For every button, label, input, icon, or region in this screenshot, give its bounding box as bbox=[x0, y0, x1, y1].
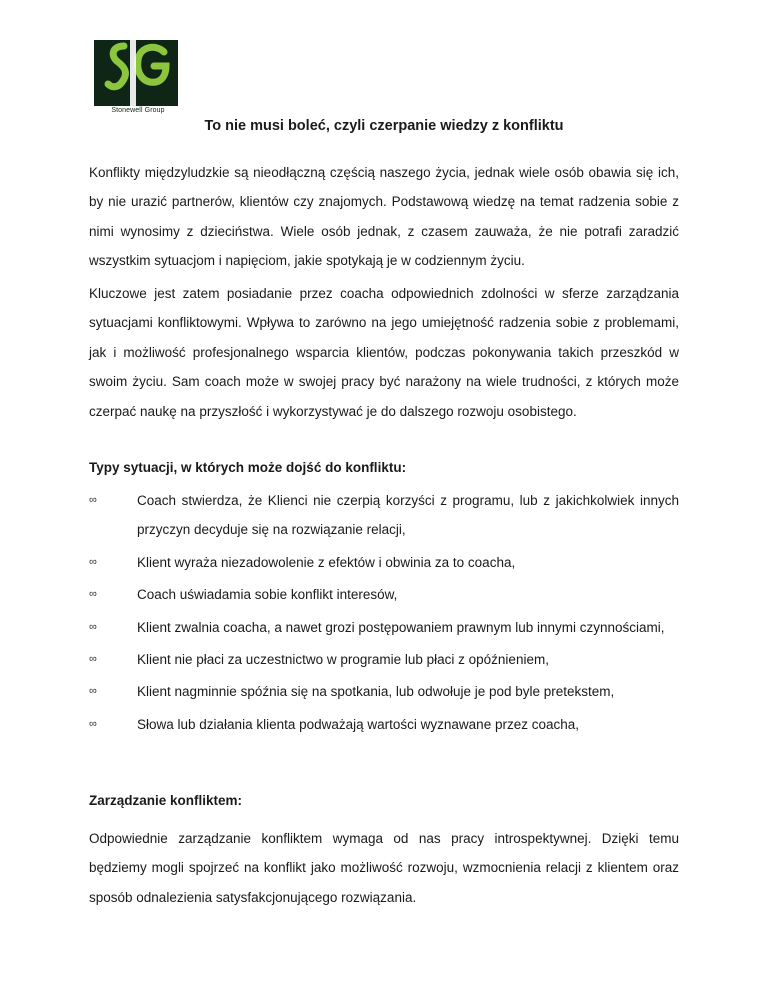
list-item: ∞ Klient wyraża niezadowolenie z efektów i obwinia za to coacha, bbox=[89, 548, 679, 577]
conflict-management-heading: Zarządzanie konfliktem: bbox=[89, 793, 243, 808]
list-item: ∞ Coach stwierdza, że Klienci nie czerpią korzyści z programu, lub z jakichkolwiek innych przyczyn decyduje się na rozwiązanie relacji, bbox=[89, 486, 679, 545]
infinity-bullet-icon: ∞ bbox=[89, 494, 97, 506]
logo-mark bbox=[94, 40, 178, 106]
logo-caption: Stonewell Group bbox=[111, 107, 165, 114]
list-item: ∞ Słowa lub działania klienta podważają wartości wyznawane przez coacha, bbox=[89, 710, 679, 739]
sg-letters-icon bbox=[94, 40, 178, 106]
list-item: ∞ Coach uświadamia sobie konflikt interesów, bbox=[89, 580, 679, 609]
coach-skills-paragraph: Kluczowe jest zatem posiadanie przez coacha odpowiednich zdolności w sferze zarządzania sytuacjami konfliktowymi. Wpływa to zarówno na jego umiejętność radzenia sobie z problemami, jak i możliwość profesjonalnego wsparcia klientów, podczas pokonywania takich przeszkód w swoim życiu. Sam coach może w swojej pracy być narażony na wiele trudności, z których może czerpać naukę na przyszłość i wykorzystywać je do dalszego rozwoju osobistego. bbox=[89, 286, 679, 419]
conflict-types-list bbox=[89, 486, 679, 742]
infinity-bullet-icon: ∞ bbox=[89, 685, 97, 698]
infinity-bullet-icon: ∞ bbox=[89, 717, 97, 730]
conflict-types-heading: Typy sytuacji, w których może dojść do konfliktu: bbox=[89, 460, 407, 475]
list-item: ∞ Klient nagminnie spóźnia się na spotkania, lub odwołuje je pod byle pretekstem, bbox=[89, 677, 679, 706]
infinity-bullet-icon: ∞ bbox=[89, 653, 97, 666]
list-item: ∞ Klient nie płaci za uczestnictwo w programie lub płaci z opóźnieniem, bbox=[89, 645, 679, 674]
infinity-bullet-icon: ∞ bbox=[89, 588, 97, 601]
list-item: ∞ Klient zwalnia coacha, a nawet grozi postępowaniem prawnym lub innymi czynnościami, bbox=[89, 613, 679, 642]
page-title: To nie musi boleć, czyli czerpanie wiedzy z konfliktu bbox=[204, 118, 564, 134]
stonewell-group-logo bbox=[92, 40, 184, 118]
infinity-bullet-icon: ∞ bbox=[89, 620, 97, 633]
conflict-management-paragraph: Odpowiednie zarządzanie konfliktem wymaga od nas pracy introspektywnej. Dzięki temu będziemy mogli spojrzeć na konflikt jako możliwość rozwoju, wzmocnienia relacji z klientem oraz sposób odnalezienia satysfakcjonującego rozwiązania. bbox=[89, 831, 679, 905]
intro-paragraph: Konflikty międzyludzkie są nieodłączną częścią naszego życia, jednak wiele osób obawia się ich, by nie urazić partnerów, klientów czy znajomych. Podstawową wiedzę na temat radzenia sobie z nimi wynosimy z dzieciństwa. Wiele osób jednak, z czasem zauważa, że nie potrafi zaradzić wszystkim sytuacjom i napięciom, jakie spotykają je w codziennym życiu. bbox=[89, 165, 679, 269]
infinity-bullet-icon: ∞ bbox=[89, 555, 97, 568]
